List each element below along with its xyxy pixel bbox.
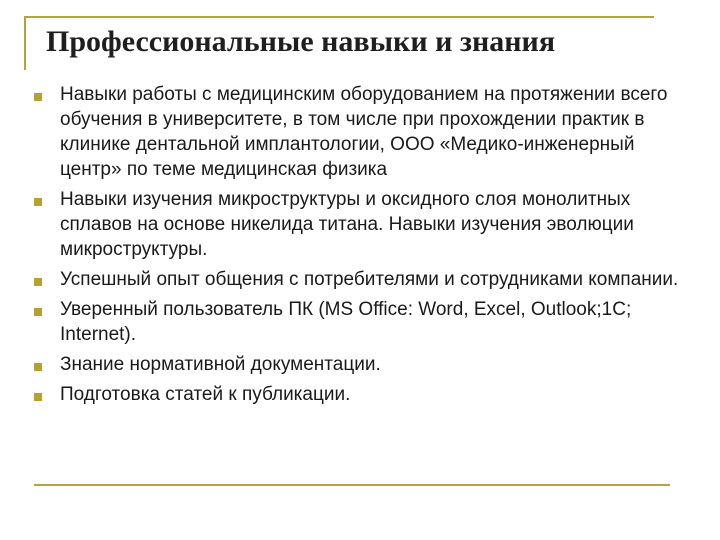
list-item: [30, 267, 690, 292]
bullet-text: Уверенный пользователь ПК (MS Office: Word, Excel, Outlook;1С; Internet).: [60, 299, 632, 345]
square-bullet-icon: [34, 393, 42, 401]
slide-title: Профессиональные навыки и знания: [46, 25, 556, 58]
square-bullet-icon: [34, 363, 42, 371]
bullet-text: Навыки работы с медицинским оборудованием на протяжении всего обучения в университете, в том числе при прохождении практик в клинике дентальной имплантологии, ООО «Медико-инженерный центр» по теме медицинская физика: [60, 84, 668, 180]
square-bullet-icon: [34, 198, 42, 206]
square-bullet-icon: [34, 308, 42, 316]
square-bullet-icon: [34, 93, 42, 101]
bottom-divider: [34, 484, 670, 486]
list-item: [30, 297, 690, 347]
bullet-text: Навыки изучения микроструктуры и оксидного слоя монолитных сплавов на основе никелида титана. Навыки изучения эволюции микроструктуры.: [60, 189, 634, 260]
bullet-text: Знание нормативной документации.: [60, 354, 381, 375]
list-item: [30, 352, 690, 377]
list-item: [30, 82, 690, 182]
bullet-list: [30, 82, 690, 412]
bullet-text: Успешный опыт общения с потребителями и сотрудниками компании.: [60, 269, 679, 290]
bullet-text: Подготовка статей к публикации.: [60, 384, 351, 405]
square-bullet-icon: [34, 278, 42, 286]
list-item: [30, 382, 690, 407]
list-item: [30, 187, 690, 262]
